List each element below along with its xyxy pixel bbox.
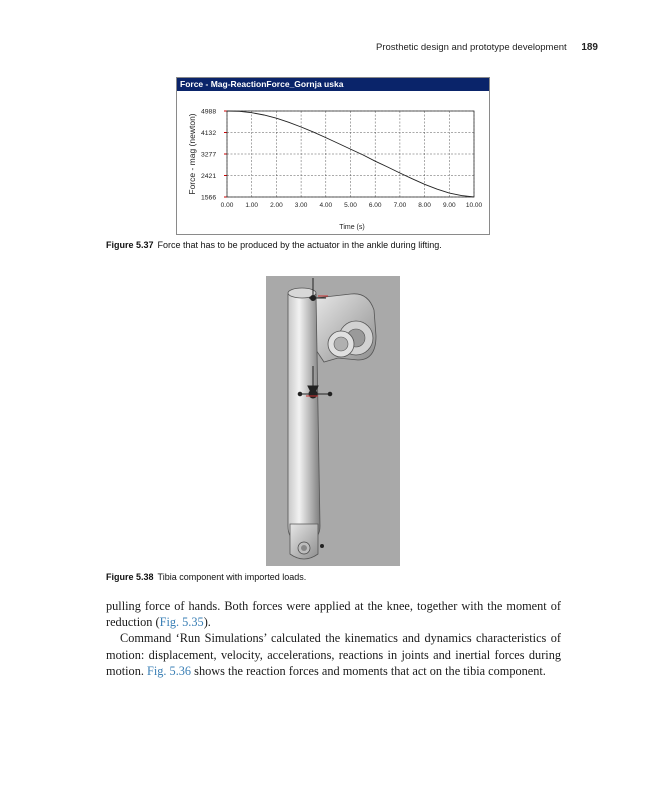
paragraph-2 [106, 630, 561, 679]
x-tick-label: 6.00 [368, 202, 382, 209]
paragraph-2-text: Command ‘Run Simulations’ calculated the kinematics and dynamics characteristics of motion: displacement, velocity, accelerations, reactions in joints and inertial forces during motion. [106, 631, 561, 678]
x-tick-label: 2.00 [270, 202, 283, 209]
x-tick-label: 5.00 [344, 202, 357, 209]
x-tick-label: 7.00 [393, 202, 407, 209]
chart-window-title: Force - Mag-ReactionForce_Gornja uska [177, 78, 489, 91]
chart-window [176, 77, 490, 235]
figure-537-caption [106, 240, 442, 250]
force-chart [177, 91, 489, 234]
x-tick-label: 1.00 [245, 202, 259, 209]
fig-535-link[interactable]: Fig. 5.35 [159, 615, 204, 630]
fig-536-link[interactable]: Fig. 5.36 [147, 663, 192, 678]
figure-537-caption-text: Force that has to be produced by the actuator in the ankle during lifting. [157, 240, 442, 250]
y-axis-label: Force - mag (newton) [187, 113, 197, 195]
x-tick-label: 10.00 [465, 202, 483, 209]
x-tick-label: 9.00 [442, 202, 456, 209]
figure-537-label: Figure 5.37 [106, 240, 154, 250]
figure-538-caption [106, 572, 306, 582]
x-tick-label: 8.00 [418, 202, 431, 209]
page-number: 189 [581, 42, 598, 53]
y-tick-label: 4988 [201, 108, 217, 116]
running-header [0, 42, 598, 53]
x-tick-label: 3.00 [294, 202, 308, 209]
y-tick-label: 1566 [201, 194, 217, 202]
paragraph-1-end: ). [203, 615, 211, 630]
body-text [106, 598, 561, 679]
tibia-component-image [266, 276, 400, 566]
paragraph-1-text: pulling force of hands. Both forces were applied at the knee, together with the moment of reduction ( [106, 599, 561, 630]
tibia-render [266, 276, 400, 566]
running-title: Prosthetic design and prototype development [376, 42, 567, 53]
paragraph-2-end: shows the reaction forces and moments that act on the tibia component. [191, 663, 546, 678]
paragraph-1 [106, 598, 561, 630]
figure-538-label: Figure 5.38 [106, 572, 154, 582]
y-tick-label: 3277 [201, 151, 217, 159]
x-tick-label: 0.00 [220, 202, 234, 209]
y-tick-label: 2421 [201, 173, 217, 180]
figure-538-caption-text: Tibia component with imported loads. [157, 572, 307, 582]
x-axis-label: Time (s) [339, 224, 365, 231]
y-tick-label: 4132 [201, 130, 217, 137]
x-tick-label: 4.00 [319, 202, 333, 209]
